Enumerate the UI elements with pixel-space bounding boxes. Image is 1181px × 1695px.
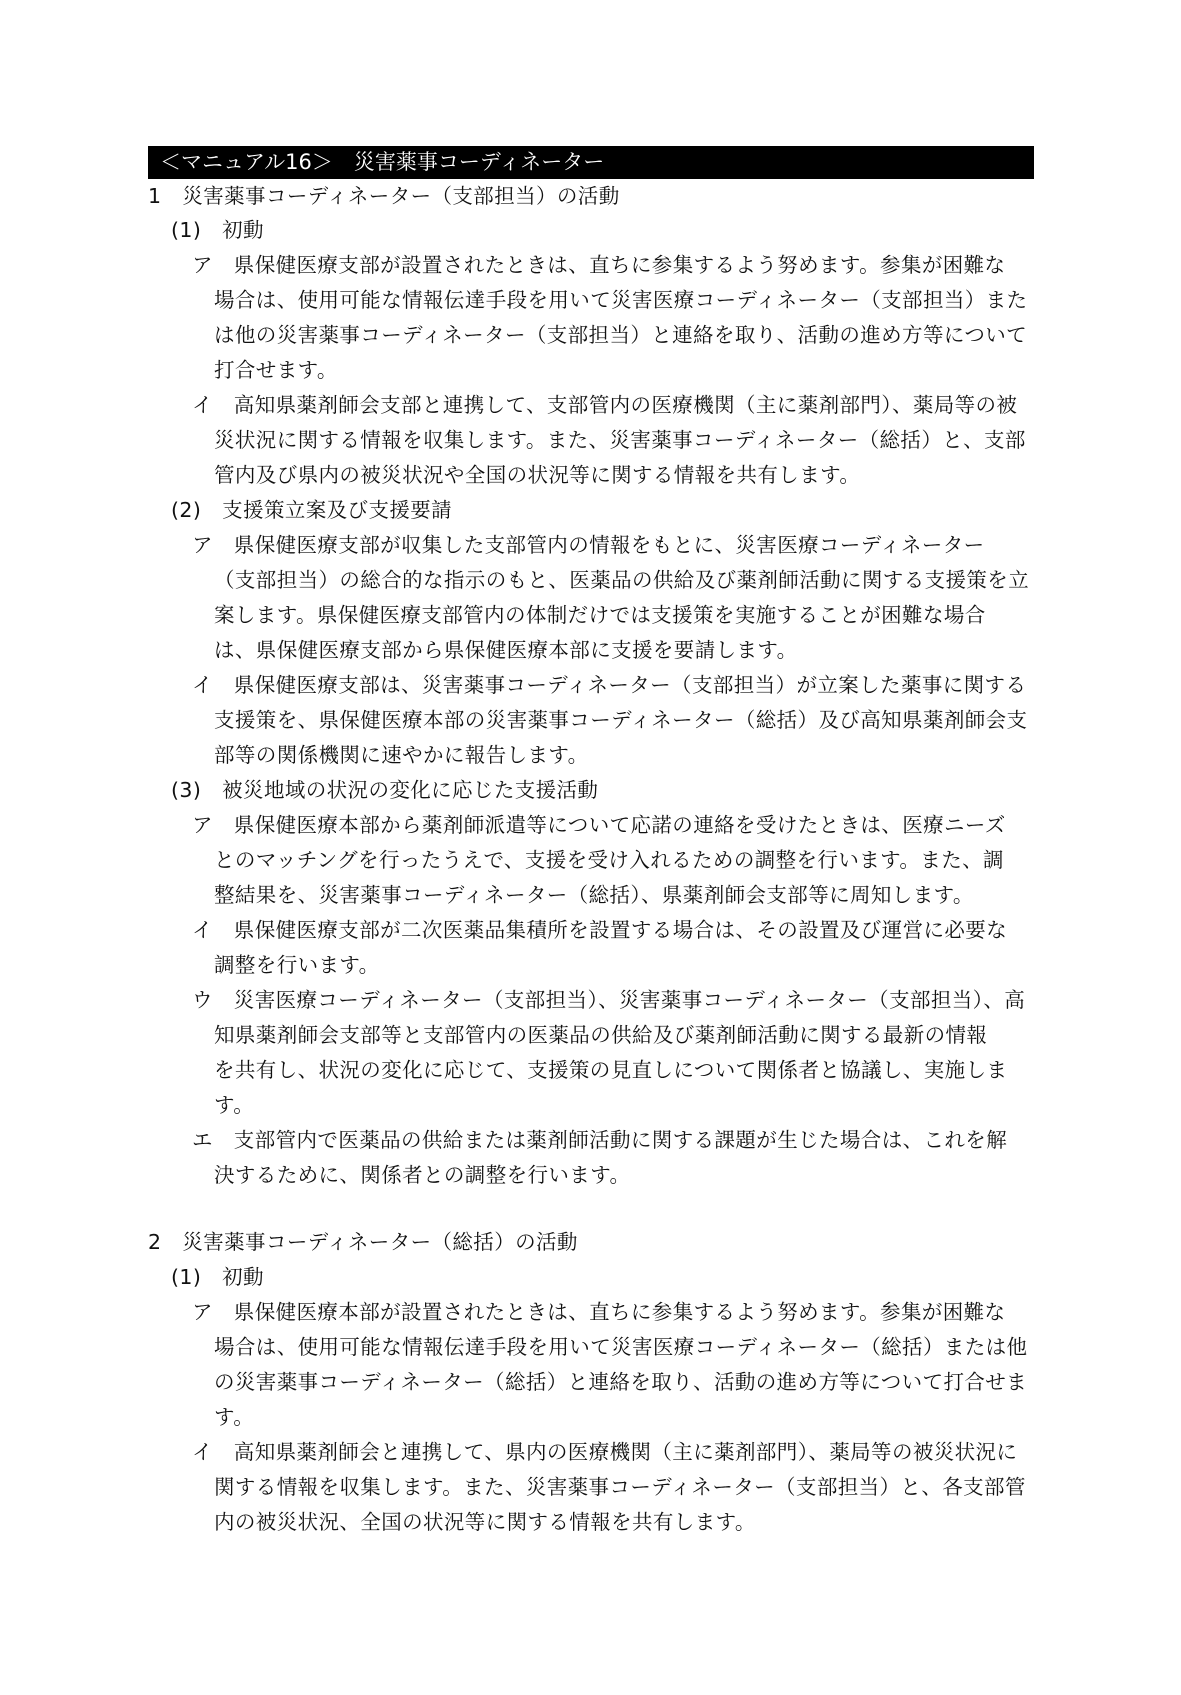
paragraph-line: ア 県保健医療本部が設置されたときは、直ちに参集するよう努めます。参集が困難な [192,1300,1006,1324]
paragraph-line: 部等の関係機関に速やかに報告します。 [214,743,589,767]
paragraph-line: は他の災害薬事コーディネーター（支部担当）と連絡を取り、活動の進め方等について [214,323,1028,347]
paragraph-line: エ 支部管内で医薬品の供給または薬剤師活動に関する課題が生じた場合は、これを解 [192,1128,1008,1152]
subsection-heading: (2) 支援策立案及び支援要請 [171,498,453,522]
paragraph-line: 調整を行います。 [214,953,380,977]
paragraph-line: 整結果を、災害薬事コーディネーター（総括）、県薬剤師会支部等に周知します。 [214,883,974,907]
section-heading: 2 災害薬事コーディネーター（総括）の活動 [148,1230,578,1254]
subsection-heading: (1) 初動 [171,218,264,242]
paragraph-line: 内の被災状況、全国の状況等に関する情報を共有します。 [214,1510,756,1534]
paragraph-line: 災状況に関する情報を収集します。また、災害薬事コーディネーター（総括）と、支部 [214,428,1026,452]
paragraph-line: の災害薬事コーディネーター（総括）と連絡を取り、活動の進め方等について打合せま [214,1370,1028,1394]
paragraph-line: イ 県保健医療支部は、災害薬事コーディネーター（支部担当）が立案した薬事に関する [192,673,1027,697]
paragraph-line: を共有し、状況の変化に応じて、支援策の見直しについて関係者と協議し、実施しま [214,1058,1008,1082]
paragraph-line: 支援策を、県保健医療本部の災害薬事コーディネーター（総括）及び高知県薬剤師会支 [214,708,1028,732]
paragraph-line: 知県薬剤師会支部等と支部管内の医薬品の供給及び薬剤師活動に関する最新の情報 [214,1023,988,1047]
paragraph-line: イ 高知県薬剤師会支部と連携して、支部管内の医療機関（主に薬剤部門）、薬局等の被 [192,393,1018,417]
paragraph-line: 打合せます。 [214,358,338,382]
paragraph-line: は、県保健医療支部から県保健医療本部に支援を要請します。 [214,638,798,662]
paragraph-line: す。 [214,1405,255,1429]
paragraph-line: 管内及び県内の被災状況や全国の状況等に関する情報を共有します。 [214,463,861,487]
manual-title-bar: ＜マニュアル16＞ 災害薬事コーディネーター [148,146,1034,179]
paragraph-line: ア 県保健医療本部から薬剤師派遣等について応諾の連絡を受けたときは、医療ニーズ [192,813,1006,837]
paragraph-line: ア 県保健医療支部が設置されたときは、直ちに参集するよう努めます。参集が困難な [192,253,1006,277]
paragraph-line: 案します。県保健医療支部管内の体制だけでは支援策を実施することが困難な場合 [214,603,986,627]
paragraph-line: 場合は、使用可能な情報伝達手段を用いて災害医療コーディネーター（支部担当）また [214,288,1028,312]
paragraph-line: イ 高知県薬剤師会と連携して、県内の医療機関（主に薬剤部門）、薬局等の被災状況に [192,1440,1018,1464]
subsection-heading: (3) 被災地域の状況の変化に応じた支援活動 [171,778,599,802]
paragraph-line: す。 [214,1093,255,1117]
section-heading: 1 災害薬事コーディネーター（支部担当）の活動 [148,184,620,208]
paragraph-line: 決するために、関係者との調整を行います。 [214,1163,631,1187]
paragraph-line: ウ 災害医療コーディネーター（支部担当）、災害薬事コーディネーター（支部担当）、高 [192,988,1026,1012]
paragraph-line: （支部担当）の総合的な指示のもと、医薬品の供給及び薬剤師活動に関する支援策を立 [214,568,1030,592]
subsection-heading: (1) 初動 [171,1265,264,1289]
paragraph-line: とのマッチングを行ったうえで、支援を受け入れるための調整を行います。また、調 [214,848,1004,872]
paragraph-line: 関する情報を収集します。また、災害薬事コーディネーター（支部担当）と、各支部管 [214,1475,1026,1499]
paragraph-line: 場合は、使用可能な情報伝達手段を用いて災害医療コーディネーター（総括）または他 [214,1335,1028,1359]
paragraph-line: ア 県保健医療支部が収集した支部管内の情報をもとに、災害医療コーディネーター [192,533,985,557]
paragraph-line: イ 県保健医療支部が二次医薬品集積所を設置する場合は、その設置及び運営に必要な [192,918,1008,942]
